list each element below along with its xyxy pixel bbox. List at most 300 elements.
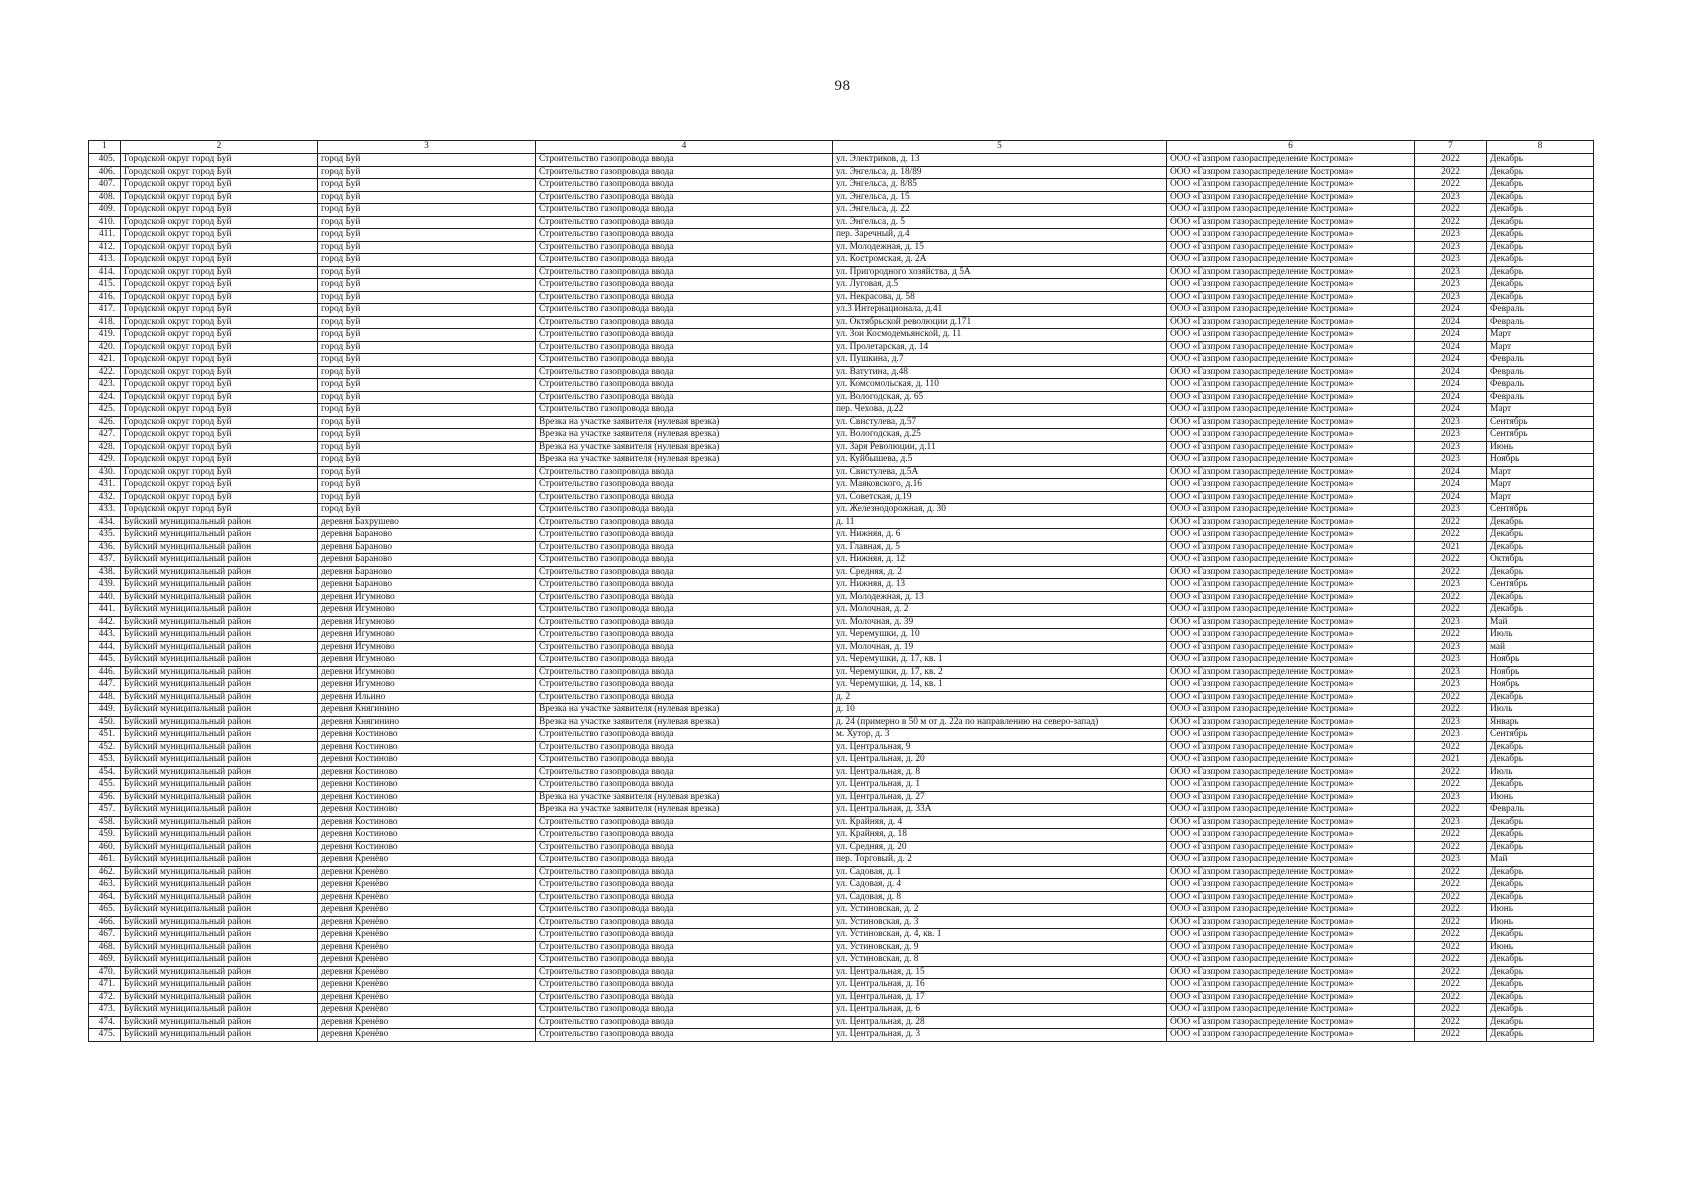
cell-row-number: 410. [89, 216, 121, 229]
cell-month: Февраль [1487, 379, 1594, 392]
table-row [89, 416, 1594, 429]
cell-work-type: Строительство газопровода ввода [536, 254, 833, 267]
cell-work-type: Строительство газопровода ввода [536, 654, 833, 667]
table-row [89, 929, 1594, 942]
cell-work-type: Врезка на участке заявителя (нулевая врезка) [536, 791, 833, 804]
cell-year: 2022 [1415, 741, 1487, 754]
cell-municipality: Буйский муниципальный район [121, 941, 318, 954]
table-row [89, 491, 1594, 504]
cell-contractor: ООО «Газпром газораспределение Кострома» [1167, 491, 1415, 504]
cell-contractor: ООО «Газпром газораспределение Кострома» [1167, 716, 1415, 729]
cell-address: ул. Железнодорожная, д. 30 [833, 504, 1167, 517]
table-row [89, 379, 1594, 392]
cell-settlement: деревня Бараново [318, 554, 536, 567]
cell-work-type: Строительство газопровода ввода [536, 541, 833, 554]
cell-year: 2022 [1415, 166, 1487, 179]
cell-year: 2023 [1415, 729, 1487, 742]
cell-municipality: Городской округ город Буй [121, 191, 318, 204]
cell-municipality: Буйский муниципальный район [121, 766, 318, 779]
cell-work-type: Строительство газопровода ввода [536, 629, 833, 642]
table-row [89, 329, 1594, 342]
table-row [89, 429, 1594, 442]
cell-municipality: Городской округ город Буй [121, 479, 318, 492]
cell-settlement: город Буй [318, 454, 536, 467]
cell-settlement: деревня Бараново [318, 529, 536, 542]
cell-settlement: деревня Кренёво [318, 854, 536, 867]
cell-contractor: ООО «Газпром газораспределение Кострома» [1167, 729, 1415, 742]
cell-municipality: Буйский муниципальный район [121, 991, 318, 1004]
cell-municipality: Буйский муниципальный район [121, 554, 318, 567]
cell-month: Декабрь [1487, 229, 1594, 242]
table-body [89, 154, 1594, 1042]
cell-work-type: Строительство газопровода ввода [536, 591, 833, 604]
cell-work-type: Строительство газопровода ввода [536, 691, 833, 704]
cell-address: ул. Центральная, д. 3 [833, 1029, 1167, 1042]
cell-municipality: Буйский муниципальный район [121, 1016, 318, 1029]
cell-month: Декабрь [1487, 879, 1594, 892]
cell-contractor: ООО «Газпром газораспределение Кострома» [1167, 1029, 1415, 1042]
cell-settlement: город Буй [318, 379, 536, 392]
cell-municipality: Буйский муниципальный район [121, 641, 318, 654]
cell-contractor: ООО «Газпром газораспределение Кострома» [1167, 1016, 1415, 1029]
cell-row-number: 415. [89, 279, 121, 292]
cell-work-type: Строительство газопровода ввода [536, 341, 833, 354]
cell-contractor: ООО «Газпром газораспределение Кострома» [1167, 616, 1415, 629]
table-row [89, 316, 1594, 329]
cell-municipality: Буйский муниципальный район [121, 879, 318, 892]
cell-contractor: ООО «Газпром газораспределение Кострома» [1167, 566, 1415, 579]
cell-settlement: деревня Кренёво [318, 1004, 536, 1017]
cell-month: Март [1487, 466, 1594, 479]
cell-work-type: Строительство газопровода ввода [536, 954, 833, 967]
cell-work-type: Врезка на участке заявителя (нулевая врезка) [536, 716, 833, 729]
cell-settlement: деревня Игумново [318, 641, 536, 654]
cell-municipality: Городской округ город Буй [121, 379, 318, 392]
cell-row-number: 405. [89, 154, 121, 167]
cell-work-type: Строительство газопровода ввода [536, 179, 833, 192]
cell-municipality: Буйский муниципальный район [121, 779, 318, 792]
cell-year: 2024 [1415, 379, 1487, 392]
cell-year: 2022 [1415, 179, 1487, 192]
cell-settlement: деревня Кренёво [318, 991, 536, 1004]
cell-work-type: Строительство газопровода ввода [536, 229, 833, 242]
cell-work-type: Строительство газопровода ввода [536, 779, 833, 792]
column-header: 6 [1167, 141, 1415, 154]
cell-municipality: Буйский муниципальный район [121, 616, 318, 629]
table-row [89, 741, 1594, 754]
table-row [89, 829, 1594, 842]
cell-work-type: Строительство газопровода ввода [536, 491, 833, 504]
table-row [89, 241, 1594, 254]
cell-settlement: город Буй [318, 154, 536, 167]
cell-row-number: 460. [89, 841, 121, 854]
cell-address: пер. Заречный, д.4 [833, 229, 1167, 242]
cell-contractor: ООО «Газпром газораспределение Кострома» [1167, 479, 1415, 492]
cell-contractor: ООО «Газпром газораспределение Кострома» [1167, 879, 1415, 892]
cell-settlement: деревня Костиново [318, 754, 536, 767]
cell-month: Декабрь [1487, 741, 1594, 754]
cell-work-type: Врезка на участке заявителя (нулевая врезка) [536, 429, 833, 442]
cell-address: ул. Садовая, д. 8 [833, 891, 1167, 904]
cell-contractor: ООО «Газпром газораспределение Кострома» [1167, 966, 1415, 979]
cell-municipality: Городской округ город Буй [121, 154, 318, 167]
table-row [89, 729, 1594, 742]
cell-contractor: ООО «Газпром газораспределение Кострома» [1167, 504, 1415, 517]
table-row [89, 191, 1594, 204]
cell-contractor: ООО «Газпром газораспределение Кострома» [1167, 741, 1415, 754]
cell-month: Декабрь [1487, 754, 1594, 767]
cell-contractor: ООО «Газпром газораспределение Кострома» [1167, 691, 1415, 704]
cell-row-number: 450. [89, 716, 121, 729]
cell-municipality: Городской округ город Буй [121, 341, 318, 354]
cell-contractor: ООО «Газпром газораспределение Кострома» [1167, 429, 1415, 442]
cell-year: 2022 [1415, 1016, 1487, 1029]
cell-contractor: ООО «Газпром газораспределение Кострома» [1167, 829, 1415, 842]
cell-settlement: город Буй [318, 391, 536, 404]
cell-year: 2022 [1415, 604, 1487, 617]
cell-work-type: Строительство газопровода ввода [536, 991, 833, 1004]
cell-settlement: город Буй [318, 166, 536, 179]
cell-work-type: Строительство газопровода ввода [536, 266, 833, 279]
cell-settlement: город Буй [318, 241, 536, 254]
cell-year: 2022 [1415, 804, 1487, 817]
cell-address: ул. Нижняя, д. 6 [833, 529, 1167, 542]
cell-row-number: 418. [89, 316, 121, 329]
table-row [89, 991, 1594, 1004]
cell-year: 2024 [1415, 329, 1487, 342]
cell-settlement: город Буй [318, 491, 536, 504]
cell-settlement: деревня Игумново [318, 666, 536, 679]
cell-row-number: 409. [89, 204, 121, 217]
column-header: 2 [121, 141, 318, 154]
cell-address: д. 24 (примерно в 50 м от д. 22а по направлению на северо-запад) [833, 716, 1167, 729]
cell-settlement: город Буй [318, 416, 536, 429]
cell-municipality: Городской округ город Буй [121, 454, 318, 467]
cell-contractor: ООО «Газпром газораспределение Кострома» [1167, 816, 1415, 829]
cell-work-type: Строительство газопровода ввода [536, 466, 833, 479]
cell-month: Декабрь [1487, 191, 1594, 204]
cell-year: 2022 [1415, 879, 1487, 892]
cell-municipality: Буйский муниципальный район [121, 754, 318, 767]
cell-row-number: 452. [89, 741, 121, 754]
column-header: 3 [318, 141, 536, 154]
cell-row-number: 408. [89, 191, 121, 204]
cell-year: 2024 [1415, 466, 1487, 479]
cell-year: 2022 [1415, 916, 1487, 929]
cell-month: Декабрь [1487, 291, 1594, 304]
table-row [89, 766, 1594, 779]
cell-row-number: 472. [89, 991, 121, 1004]
cell-settlement: город Буй [318, 354, 536, 367]
cell-settlement: деревня Костиново [318, 779, 536, 792]
cell-address: д. 10 [833, 704, 1167, 717]
cell-work-type: Строительство газопровода ввода [536, 379, 833, 392]
cell-settlement: деревня Костиново [318, 766, 536, 779]
cell-address: ул. Устиновская, д. 2 [833, 904, 1167, 917]
cell-row-number: 468. [89, 941, 121, 954]
cell-work-type: Врезка на участке заявителя (нулевая врезка) [536, 454, 833, 467]
cell-settlement: деревня Костиново [318, 841, 536, 854]
cell-address: ул. Энгельса, д. 15 [833, 191, 1167, 204]
cell-municipality: Буйский муниципальный район [121, 954, 318, 967]
cell-contractor: ООО «Газпром газораспределение Кострома» [1167, 541, 1415, 554]
cell-year: 2023 [1415, 679, 1487, 692]
cell-address: ул. Черемушки, д. 14, кв. 1 [833, 679, 1167, 692]
cell-month: Сентябрь [1487, 429, 1594, 442]
cell-month: Май [1487, 854, 1594, 867]
table-row [89, 791, 1594, 804]
cell-month: Март [1487, 341, 1594, 354]
cell-contractor: ООО «Газпром газораспределение Кострома» [1167, 804, 1415, 817]
cell-row-number: 442. [89, 616, 121, 629]
cell-year: 2023 [1415, 416, 1487, 429]
cell-address: ул. Средняя, д. 20 [833, 841, 1167, 854]
cell-municipality: Городской округ город Буй [121, 429, 318, 442]
cell-municipality: Буйский муниципальный район [121, 929, 318, 942]
cell-contractor: ООО «Газпром газораспределение Кострома» [1167, 179, 1415, 192]
cell-settlement: город Буй [318, 316, 536, 329]
cell-contractor: ООО «Газпром газораспределение Кострома» [1167, 854, 1415, 867]
cell-settlement: деревня Кренёво [318, 904, 536, 917]
cell-year: 2023 [1415, 266, 1487, 279]
cell-contractor: ООО «Газпром газораспределение Кострома» [1167, 679, 1415, 692]
cell-address: д. 2 [833, 691, 1167, 704]
cell-municipality: Городской округ город Буй [121, 316, 318, 329]
table-row [89, 291, 1594, 304]
cell-year: 2022 [1415, 891, 1487, 904]
cell-month: Сентябрь [1487, 579, 1594, 592]
cell-month: Июнь [1487, 916, 1594, 929]
cell-settlement: деревня Бараново [318, 579, 536, 592]
cell-municipality: Буйский муниципальный район [121, 691, 318, 704]
cell-settlement: город Буй [318, 429, 536, 442]
cell-year: 2022 [1415, 691, 1487, 704]
cell-row-number: 427. [89, 429, 121, 442]
cell-address: ул. Энгельса, д. 18/89 [833, 166, 1167, 179]
cell-row-number: 464. [89, 891, 121, 904]
cell-work-type: Строительство газопровода ввода [536, 929, 833, 942]
cell-address: ул. Главная, д. 5 [833, 541, 1167, 554]
cell-address: ул. Свистулева, д.5А [833, 466, 1167, 479]
cell-settlement: деревня Кренёво [318, 891, 536, 904]
cell-municipality: Городской округ город Буй [121, 366, 318, 379]
cell-municipality: Городской округ город Буй [121, 441, 318, 454]
cell-settlement: деревня Игумново [318, 591, 536, 604]
cell-row-number: 423. [89, 379, 121, 392]
cell-year: 2022 [1415, 779, 1487, 792]
cell-month: Декабрь [1487, 841, 1594, 854]
cell-work-type: Строительство газопровода ввода [536, 1029, 833, 1042]
cell-address: ул. Крайняя, д. 4 [833, 816, 1167, 829]
cell-settlement: деревня Кренёво [318, 916, 536, 929]
cell-year: 2023 [1415, 641, 1487, 654]
cell-settlement: город Буй [318, 266, 536, 279]
cell-contractor: ООО «Газпром газораспределение Кострома» [1167, 154, 1415, 167]
cell-month: май [1487, 641, 1594, 654]
cell-contractor: ООО «Газпром газораспределение Кострома» [1167, 291, 1415, 304]
cell-month: Сентябрь [1487, 729, 1594, 742]
cell-address: ул. Энгельса, д. 22 [833, 204, 1167, 217]
cell-municipality: Городской округ город Буй [121, 204, 318, 217]
cell-row-number: 417. [89, 304, 121, 317]
cell-month: Декабрь [1487, 216, 1594, 229]
cell-contractor: ООО «Газпром газораспределение Кострома» [1167, 766, 1415, 779]
cell-year: 2024 [1415, 479, 1487, 492]
cell-year: 2024 [1415, 366, 1487, 379]
cell-address: ул. Центральная, д. 6 [833, 1004, 1167, 1017]
cell-year: 2023 [1415, 291, 1487, 304]
cell-contractor: ООО «Газпром газораспределение Кострома» [1167, 204, 1415, 217]
cell-month: Декабрь [1487, 166, 1594, 179]
cell-contractor: ООО «Газпром газораспределение Кострома» [1167, 416, 1415, 429]
table-row [89, 1016, 1594, 1029]
cell-settlement: деревня Кренёво [318, 1016, 536, 1029]
cell-address: ул. Центральная, 9 [833, 741, 1167, 754]
cell-contractor: ООО «Газпром газораспределение Кострома» [1167, 279, 1415, 292]
cell-row-number: 407. [89, 179, 121, 192]
cell-contractor: ООО «Газпром газораспределение Кострома» [1167, 891, 1415, 904]
cell-month: Декабрь [1487, 954, 1594, 967]
table-row [89, 866, 1594, 879]
cell-row-number: 455. [89, 779, 121, 792]
cell-settlement: город Буй [318, 466, 536, 479]
cell-year: 2022 [1415, 1004, 1487, 1017]
cell-address: ул. Средняя, д. 2 [833, 566, 1167, 579]
table-row [89, 629, 1594, 642]
cell-address: ул. Крайняя, д. 18 [833, 829, 1167, 842]
table-row [89, 679, 1594, 692]
cell-month: Декабрь [1487, 541, 1594, 554]
cell-work-type: Строительство газопровода ввода [536, 666, 833, 679]
cell-row-number: 466. [89, 916, 121, 929]
cell-address: м. Хутор, д. 3 [833, 729, 1167, 742]
cell-settlement: деревня Игумново [318, 679, 536, 692]
cell-contractor: ООО «Газпром газораспределение Кострома» [1167, 266, 1415, 279]
cell-row-number: 473. [89, 1004, 121, 1017]
cell-work-type: Строительство газопровода ввода [536, 191, 833, 204]
cell-address: ул. Ватутина, д.48 [833, 366, 1167, 379]
table-row [89, 979, 1594, 992]
cell-settlement: деревня Княгинино [318, 716, 536, 729]
cell-settlement: город Буй [318, 279, 536, 292]
header-row [89, 141, 1594, 154]
cell-address: ул. Центральная, д. 1 [833, 779, 1167, 792]
cell-municipality: Городской округ город Буй [121, 229, 318, 242]
cell-row-number: 435. [89, 529, 121, 542]
cell-address: ул. Центральная, д. 17 [833, 991, 1167, 1004]
table-row [89, 566, 1594, 579]
table-row [89, 529, 1594, 542]
cell-year: 2024 [1415, 341, 1487, 354]
cell-municipality: Буйский муниципальный район [121, 1004, 318, 1017]
cell-settlement: деревня Костиново [318, 829, 536, 842]
table-row [89, 779, 1594, 792]
cell-contractor: ООО «Газпром газораспределение Кострома» [1167, 379, 1415, 392]
cell-year: 2022 [1415, 554, 1487, 567]
cell-settlement: деревня Кренёво [318, 954, 536, 967]
cell-municipality: Городской округ город Буй [121, 254, 318, 267]
page-number: 98 [834, 78, 851, 94]
cell-address: ул. Нижняя, д. 13 [833, 579, 1167, 592]
cell-row-number: 419. [89, 329, 121, 342]
cell-month: Декабрь [1487, 1004, 1594, 1017]
cell-row-number: 451. [89, 729, 121, 742]
cell-year: 2022 [1415, 704, 1487, 717]
cell-municipality: Буйский муниципальный район [121, 604, 318, 617]
cell-work-type: Строительство газопровода ввода [536, 1016, 833, 1029]
cell-address: ул. Молодежная, д. 13 [833, 591, 1167, 604]
cell-month: Декабрь [1487, 1016, 1594, 1029]
cell-work-type: Строительство газопровода ввода [536, 841, 833, 854]
cell-row-number: 446. [89, 666, 121, 679]
cell-work-type: Строительство газопровода ввода [536, 1004, 833, 1017]
cell-contractor: ООО «Газпром газораспределение Кострома» [1167, 529, 1415, 542]
cell-municipality: Буйский муниципальный район [121, 891, 318, 904]
cell-settlement: деревня Игумново [318, 654, 536, 667]
table-row [89, 904, 1594, 917]
cell-month: Май [1487, 616, 1594, 629]
cell-settlement: город Буй [318, 216, 536, 229]
cell-month: Декабрь [1487, 591, 1594, 604]
cell-work-type: Строительство газопровода ввода [536, 504, 833, 517]
cell-row-number: 436. [89, 541, 121, 554]
cell-settlement: деревня Игумново [318, 629, 536, 642]
cell-work-type: Врезка на участке заявителя (нулевая врезка) [536, 704, 833, 717]
cell-municipality: Городской округ город Буй [121, 329, 318, 342]
cell-year: 2022 [1415, 979, 1487, 992]
cell-municipality: Городской округ город Буй [121, 266, 318, 279]
cell-municipality: Буйский муниципальный район [121, 529, 318, 542]
cell-month: Март [1487, 491, 1594, 504]
cell-municipality: Буйский муниципальный район [121, 541, 318, 554]
cell-address: ул. Центральная, д. 20 [833, 754, 1167, 767]
cell-municipality: Буйский муниципальный район [121, 804, 318, 817]
cell-row-number: 467. [89, 929, 121, 942]
table-row [89, 941, 1594, 954]
cell-address: ул. Костромская, д. 2А [833, 254, 1167, 267]
cell-contractor: ООО «Газпром газораспределение Кострома» [1167, 304, 1415, 317]
cell-contractor: ООО «Газпром газораспределение Кострома» [1167, 604, 1415, 617]
cell-contractor: ООО «Газпром газораспределение Кострома» [1167, 166, 1415, 179]
cell-settlement: деревня Бахрушево [318, 516, 536, 529]
cell-year: 2022 [1415, 866, 1487, 879]
cell-row-number: 434. [89, 516, 121, 529]
cell-month: Ноябрь [1487, 666, 1594, 679]
cell-work-type: Строительство газопровода ввода [536, 579, 833, 592]
cell-work-type: Строительство газопровода ввода [536, 279, 833, 292]
cell-year: 2023 [1415, 454, 1487, 467]
cell-work-type: Строительство газопровода ввода [536, 679, 833, 692]
cell-row-number: 449. [89, 704, 121, 717]
cell-month: Февраль [1487, 391, 1594, 404]
cell-contractor: ООО «Газпром газораспределение Кострома» [1167, 654, 1415, 667]
cell-work-type: Строительство газопровода ввода [536, 304, 833, 317]
cell-address: ул. Вологодская, д.25 [833, 429, 1167, 442]
cell-contractor: ООО «Газпром газораспределение Кострома» [1167, 791, 1415, 804]
cell-row-number: 412. [89, 241, 121, 254]
cell-contractor: ООО «Газпром газораспределение Кострома» [1167, 554, 1415, 567]
cell-work-type: Строительство газопровода ввода [536, 516, 833, 529]
cell-row-number: 413. [89, 254, 121, 267]
cell-address: ул. Молочная, д. 19 [833, 641, 1167, 654]
cell-work-type: Строительство газопровода ввода [536, 479, 833, 492]
cell-year: 2022 [1415, 516, 1487, 529]
cell-work-type: Строительство газопровода ввода [536, 554, 833, 567]
cell-municipality: Буйский муниципальный район [121, 1029, 318, 1042]
cell-work-type: Строительство газопровода ввода [536, 354, 833, 367]
cell-address: ул. Черемушки, д. 17, кв. 1 [833, 654, 1167, 667]
cell-contractor: ООО «Газпром газораспределение Кострома» [1167, 754, 1415, 767]
